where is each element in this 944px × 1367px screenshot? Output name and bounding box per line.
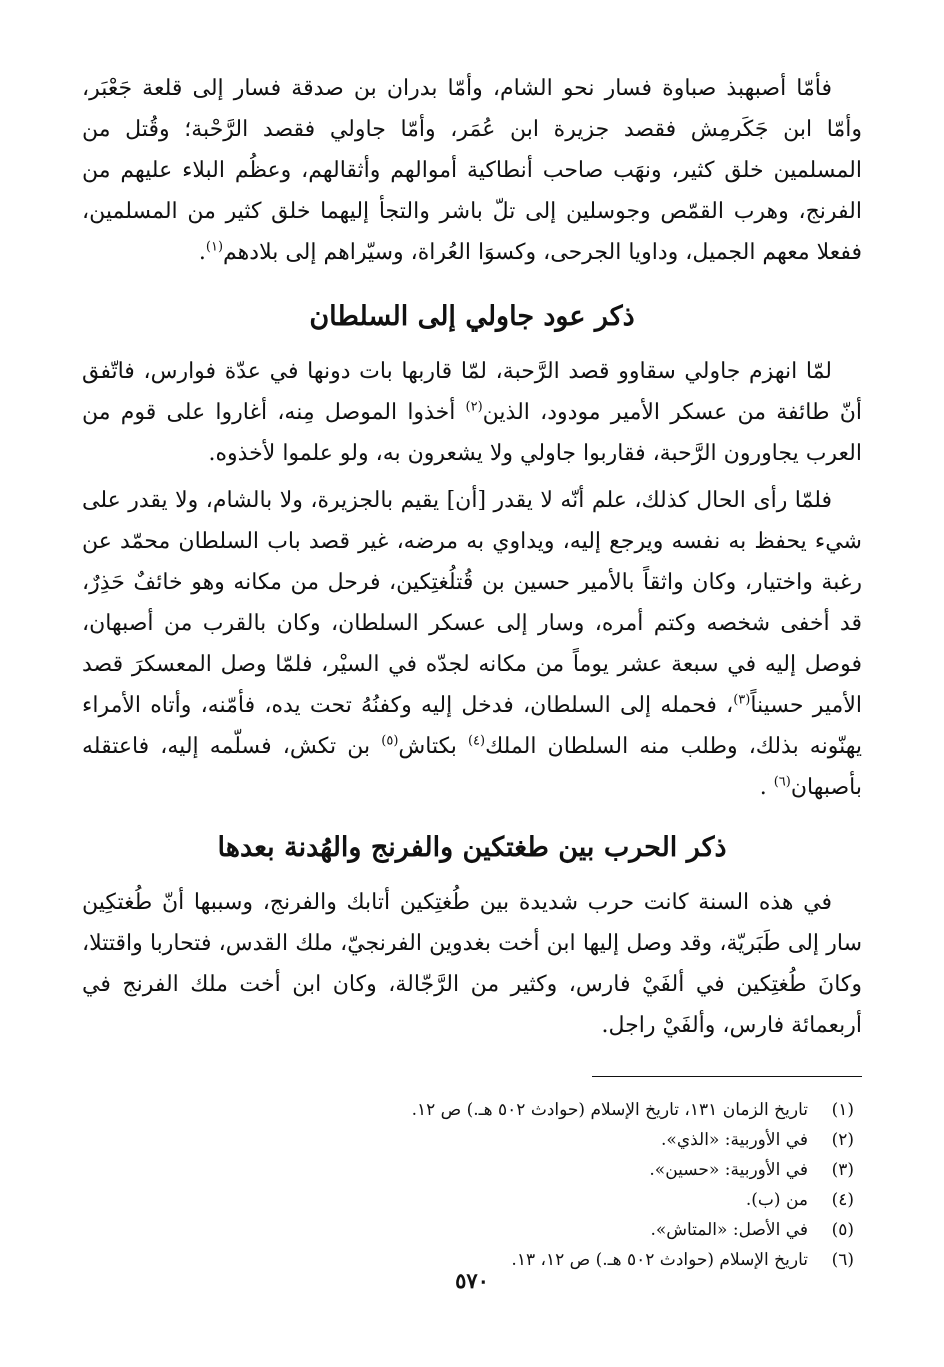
footnote-item [82, 1155, 862, 1185]
paragraph-3 [82, 480, 862, 808]
footnote-text: تاريخ الإسلام (حوادث ٥٠٢ هـ.) ص ١٢، ١٣. [511, 1250, 808, 1270]
footnote-item [82, 1215, 862, 1245]
paragraph-3-text-b: ، فحمله إلى السلطان، فدخل إليه وكفنُهُ تحت يده، فأمّنه، وأتاه الأمراء يهنّونه بذلك، وطلب منه السلطان الملك [82, 693, 862, 759]
footnote-number: (٤) [831, 1190, 854, 1210]
footnote-number: (٣) [831, 1160, 854, 1180]
paragraph-3-end: . [759, 775, 774, 800]
paragraph-3-text-d: بن تكش، فسلّمه إليه، فاعتقله بأصبهان [82, 734, 862, 800]
footnote-text: من (ب). [745, 1190, 808, 1210]
paragraph-1-end: . [198, 240, 206, 265]
footnote-ref-1: (١) [205, 239, 224, 255]
paragraph-1-text: فأمّا أصبهبذ صباوة فسار نحو الشام، وأمّا بدران بن صدقة فسار إلى قلعة جَعْبَر، وأمّا ابن جَكَرمِش فقصد جزيرة ابن عُمَر، وأمّا جاولي فقصد الرَّحْبة؛ وقُتل من المسلمين خلق كثير، ونهَب صاحب أنطاكية أموالهم وأثقالهم، وعظُم البلاء عليهم من الفرنج، وهرب القمّص وجوسلين إلى تلّ باشر والتجأ إليهما خلق كثير من المسلمين، ففعلا معهم الجميل، وداويا الجرحى، وكسوَا العُراة، وسيّراهم إلى بلادهم [82, 76, 862, 265]
page-number: ٥٧٠ [455, 1268, 489, 1293]
footnote-text: في الأصل: «المتاش». [650, 1220, 808, 1240]
paragraph-2-text-b: أخذوا الموصل مِنه، أغاروا على قوم من العرب يجاورون الرَّحبة، فقاربوا جاولي ولا يشعرون به، ولو علموا لأخذوه. [82, 400, 862, 466]
footnote-ref-2: (٢) [465, 399, 483, 415]
footnote-ref-5: (٥) [381, 733, 399, 749]
footnote-text: تاريخ الزمان ١٣١، تاريخ الإسلام (حوادث ٥٠٢ هـ.) ص ١٢. [411, 1100, 808, 1120]
paragraph-3-text-c: بكتاش [398, 734, 468, 759]
paragraph-2-text-a: لمّا انهزم جاولي سقاوو قصد الرَّحبة، لمّا قاربها بات دونها في عدّة فوارس، فاتّفق أنّ طائفة من عسكر الأمير مودود، الذين [82, 359, 862, 425]
paragraph-1 [82, 68, 862, 273]
paragraph-4: في هذه السنة كانت حرب شديدة بين طُغتِكين أتابك والفرنج، وسببها أنّ طُغتكِين سار إلى طَبَريّة، وقد وصل إليها ابن أخت بغدوين الفرنجيّ، ملك القدس، فتحاربا واقتتلا، وكانَ طُغتِكين في ألفَيْ فارس، وكثير من الرَّجّالة، وكان ابن أخت ملك الفرنج في أربعمائة فارس، وألفَيْ راجل. [82, 890, 862, 1038]
footnotes [82, 1095, 862, 1275]
footnote-ref-6: (٦) [773, 774, 791, 790]
footnote-number: (٥) [831, 1220, 854, 1240]
section-heading-2: ذكر الحرب بين طغتكين والفرنج والهُدنة بعدها [217, 832, 727, 863]
section-heading-1: ذكر عود جاولي إلى السلطان [309, 301, 635, 332]
footnote-ref-4: (٤) [467, 733, 486, 749]
footnote-number: (٦) [831, 1250, 854, 1270]
footnote-text: في الأوربية: «حسين». [649, 1160, 808, 1180]
footnote-item [82, 1095, 862, 1125]
footnote-number: (١) [831, 1100, 854, 1120]
footnote-text: في الأوربية: «الذي». [661, 1130, 808, 1150]
footnote-divider [592, 1076, 862, 1077]
footnote-ref-3: (٣) [733, 692, 751, 708]
paragraph-3-text-a: فلمّا رأى الحال كذلك، علم أنّه لا يقدر [أن] يقيم بالجزيرة، ولا بالشام، ولا يقدر على شيء يحفظ به نفسه ويرجع إليه، ويداوي به مرضه، غير قصد باب السلطان محمّد عن رغبة واختيار، وكان واثقاً بالأمير حسين بن قُتلُغتِكين، فرحل من مكانه وهو خائفٌ حَذِرٌ، قد أخفى شخصه وكتم أمره، وسار إلى عسكر السلطان، وكان بالقرب من أصبهان، فوصل إليه في سبعة عشر يوماً من مكانه لجدّه في السيْر، فلمّا وصل المعسكرَ قصد الأمير حسيناً [82, 488, 862, 718]
footnote-item [82, 1185, 862, 1215]
paragraph-2 [82, 351, 862, 474]
footnote-item [82, 1125, 862, 1155]
footnote-number: (٢) [831, 1130, 854, 1150]
